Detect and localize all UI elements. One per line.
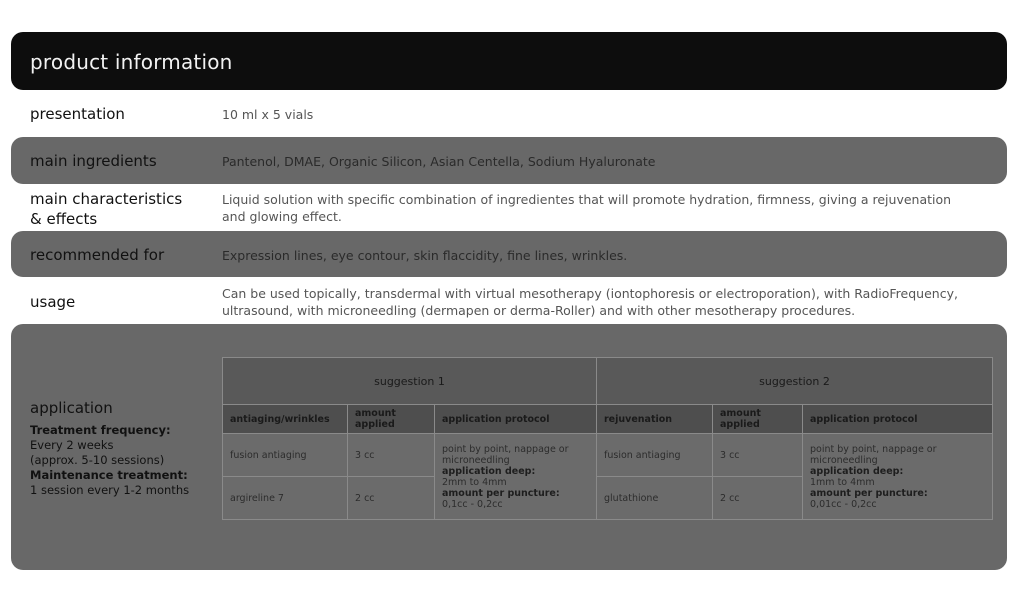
s2-puncture-title: amount per puncture: — [810, 487, 928, 499]
page-title: product information — [30, 50, 233, 74]
s1-deep-title: application deep: — [442, 465, 536, 477]
main-ingredients-label: main ingredients — [30, 152, 157, 170]
s1-r2-product: argireline 7 — [223, 477, 348, 520]
s1-col-antiaging: antiaging/wrinkles — [223, 405, 348, 434]
suggestion-1-header: suggestion 1 — [223, 358, 597, 405]
treatment-frequency-line2: (approx. 5-10 sessions) — [30, 453, 165, 467]
suggestion-2-header: suggestion 2 — [597, 358, 993, 405]
s1-proto-line2: microneedling — [442, 454, 510, 466]
characteristics-label-line2: & effects — [30, 210, 98, 228]
treatment-frequency-title: Treatment frequency: — [30, 423, 171, 437]
maintenance-title: Maintenance treatment: — [30, 468, 188, 482]
s2-proto-line2: microneedling — [810, 454, 878, 466]
table-row — [223, 434, 993, 477]
s2-r1-product: fusion antiaging — [597, 434, 713, 477]
s1-col-amount: amount applied — [348, 405, 435, 434]
s1-puncture-title: amount per puncture: — [442, 487, 560, 499]
s2-deep-title: application deep: — [810, 465, 904, 477]
main-ingredients-value: Pantenol, DMAE, Organic Silicon, Asian Centella, Sodium Hyaluronate — [222, 154, 656, 169]
characteristics-label — [30, 189, 182, 229]
s1-proto-line1: point by point, nappage or — [442, 443, 569, 455]
s1-r2-amount: 2 cc — [348, 477, 435, 520]
row-usage — [11, 279, 1007, 323]
application-notes — [30, 423, 220, 498]
characteristics-label-line1: main characteristics — [30, 190, 183, 208]
recommended-for-label: recommended for — [30, 246, 165, 264]
row-main-ingredients — [11, 137, 1007, 184]
s1-r1-amount: 3 cc — [348, 434, 435, 477]
characteristics-value: Liquid solution with specific combination of ingredientes that will promote hydration, firmness, giving a rejuvenation and glowing effect. — [222, 192, 952, 224]
presentation-value: 10 ml x 5 vials — [222, 107, 314, 122]
s1-deep-value: 2mm to 4mm — [442, 476, 507, 488]
usage-label: usage — [30, 293, 76, 311]
s2-deep-value: 1mm to 4mm — [810, 476, 875, 488]
s2-col-amount: amount applied — [713, 405, 803, 434]
s1-col-protocol: application protocol — [435, 405, 597, 434]
s2-protocol-cell — [803, 434, 993, 520]
presentation-label: presentation — [30, 105, 125, 123]
maintenance-line: 1 session every 1-2 months — [30, 483, 190, 497]
s2-col-protocol: application protocol — [803, 405, 993, 434]
s2-col-rejuvenation: rejuvenation — [597, 405, 713, 434]
row-application — [11, 324, 1007, 570]
s2-r2-amount: 2 cc — [713, 477, 803, 520]
header-bar — [11, 32, 1007, 90]
recommended-for-value: Expression lines, eye contour, skin flaccidity, fine lines, wrinkles. — [222, 248, 628, 263]
row-presentation — [11, 92, 1007, 136]
row-recommended-for — [11, 231, 1007, 277]
s1-protocol-cell — [435, 434, 597, 520]
s2-r2-product: glutathione — [597, 477, 713, 520]
s2-puncture-value: 0,01cc - 0,2cc — [810, 498, 877, 510]
s1-puncture-value: 0,1cc - 0,2cc — [442, 498, 503, 510]
usage-value: Can be used topically, transdermal with virtual mesotherapy (iontophoresis or electroporation), with RadioFrequency, ultrasound, with microneedling (dermapen or derma-Roller) and with other mesotherapy procedures. — [222, 286, 958, 318]
row-characteristics — [11, 185, 1007, 230]
s2-r1-amount: 3 cc — [713, 434, 803, 477]
treatment-frequency-line1: Every 2 weeks — [30, 438, 114, 452]
application-label: application — [30, 399, 113, 417]
s1-r1-product: fusion antiaging — [223, 434, 348, 477]
s2-proto-line1: point by point, nappage or — [810, 443, 937, 455]
suggestion-table — [222, 357, 993, 520]
